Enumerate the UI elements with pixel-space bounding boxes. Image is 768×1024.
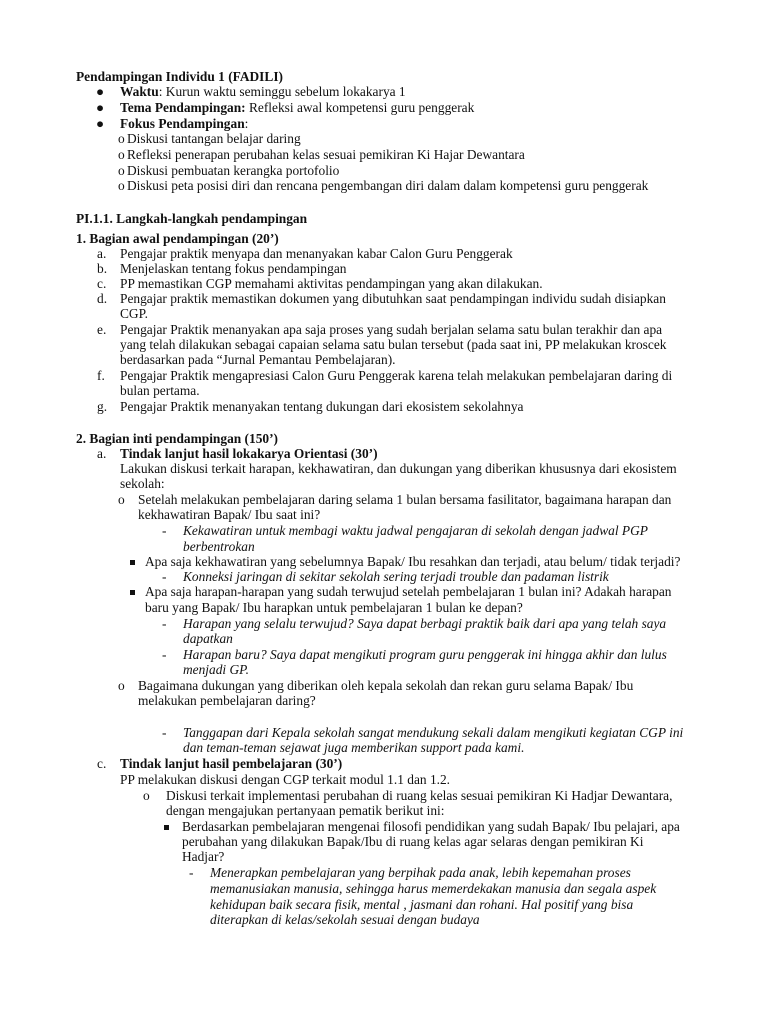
- dash-marker: -: [162, 569, 167, 584]
- subsection-a-intro: sekolah:: [120, 476, 165, 491]
- section-heading: PI.1.1. Langkah-langkah pendampingan: [76, 211, 308, 226]
- dash-marker: -: [162, 725, 167, 740]
- waktu-line: [120, 84, 406, 99]
- fokus-line: [120, 116, 248, 131]
- fokus-item: Refleksi penerapan perubahan kelas sesuai pemikiran Ki Hajar Dewantara: [127, 147, 525, 162]
- answer-4: dan teman-teman sejawat juga memberikan support pada kami.: [183, 740, 525, 755]
- subsection-c-intro: PP melakukan diskusi dengan CGP terkait modul 1.1 dan 1.2.: [120, 772, 451, 787]
- bullet-marker: ●: [96, 84, 105, 99]
- fokus-colon: :: [244, 116, 249, 131]
- answer-1: berbentrokan: [183, 539, 255, 554]
- list-marker: b.: [97, 261, 108, 276]
- fokus-item: Diskusi pembuatan kerangka portofolio: [127, 163, 340, 178]
- bullet-marker: ●: [96, 116, 105, 131]
- answer-c: memanusiakan manusia, sehingga harus memerdekakan manusia dan segala aspek: [210, 881, 657, 896]
- question-3: Apa saja harapan-harapan yang sudah terwujud setelah pembelajaran 1 bulan ini? Adakah harapan: [145, 584, 672, 599]
- waktu-text: : Kurun waktu seminggu sebelum lokakarya 1: [158, 84, 406, 99]
- answer-2: Konneksi jaringan di sekitar sekolah sering terjadi trouble dan padaman listrik: [183, 569, 609, 584]
- question-c: Berdasarkan pembelajaran mengenai filosofi pendidikan yang sudah Bapak/ Ibu pelajari, apa: [182, 819, 680, 834]
- question-1: Setelah melakukan pembelajaran daring selama 1 bulan bersama fasilitator, bagaimana harapan dan: [138, 492, 672, 507]
- question-1: kekhawatiran Bapak/ Ibu saat ini?: [138, 507, 321, 522]
- answer-3b: Harapan baru? Saya dapat mengikuti program guru penggerak ini hingga akhir dan lulus: [183, 647, 667, 662]
- circle-marker: o: [118, 147, 125, 162]
- answer-c: kehidupan baik secara fisik, mental , jasmani dan rohani. Hal positif yang bisa: [210, 897, 634, 912]
- step-e: yang telah dilakukan sebagai capaian selama satu bulan tersebut (pada saat ini, PP melakukan kroscek: [120, 337, 667, 352]
- square-bullet: [164, 825, 169, 830]
- square-bullet: [130, 590, 135, 595]
- list-marker: f.: [97, 368, 105, 383]
- list-marker: a.: [97, 446, 107, 461]
- step-a: Pengajar praktik menyapa dan menanyakan kabar Calon Guru Penggerak: [120, 246, 513, 261]
- list-marker: c.: [97, 276, 107, 291]
- step-d: Pengajar praktik memastikan dokumen yang dibutuhkan saat pendampingan individu sudah disiapkan: [120, 291, 666, 306]
- tema-text: Refleksi awal kompetensi guru penggerak: [245, 100, 475, 115]
- answer-4: Tanggapan dari Kepala sekolah sangat mendukung sekali dalam mengikuti kegiatan CGP ini: [183, 725, 684, 740]
- discussion-item: Diskusi terkait implementasi perubahan di ruang kelas sesuai pemikiran Ki Hadjar Dewantara,: [166, 788, 673, 803]
- waktu-label: Waktu: [120, 84, 159, 99]
- circle-marker: o: [118, 163, 125, 178]
- subsection-c-title: Tindak lanjut hasil pembelajaran (30’): [120, 756, 343, 771]
- fokus-item: Diskusi peta posisi diri dan rencana pengembangan diri dalam dalam kompetensi guru penggerak: [127, 178, 649, 193]
- question-c: perubahan yang dilakukan Bapak/Ibu di ruang kelas agar selaras dengan pemikiran Ki: [182, 834, 644, 849]
- fokus-item: Diskusi tantangan belajar daring: [127, 131, 301, 146]
- list-marker: g.: [97, 399, 108, 414]
- step-d: CGP.: [120, 306, 148, 321]
- step-f: bulan pertama.: [120, 383, 200, 398]
- answer-c: diterapkan di kelas/sekolah sesuai dengan budaya: [210, 912, 480, 927]
- square-bullet: [130, 560, 135, 565]
- question-3: baru yang Bapak/ Ibu harapkan untuk pembelajaran 1 bulan ke depan?: [145, 600, 523, 615]
- step-c: PP memastikan CGP memahami aktivitas pendampingan yang akan dilakukan.: [120, 276, 543, 291]
- tema-line: [120, 100, 474, 115]
- circle-marker: o: [143, 788, 150, 803]
- dash-marker: -: [162, 616, 167, 631]
- question-4: melakukan pembelajaran daring?: [138, 693, 316, 708]
- circle-marker: o: [118, 131, 125, 146]
- question-2: Apa saja kekhawatiran yang sebelumnya Bapak/ Ibu resahkan dan terjadi, atau belum/ tidak terjadi?: [145, 554, 681, 569]
- subsection-a-intro: Lakukan diskusi terkait harapan, kekhawatiran, dan dukungan yang diberikan khususnya dari ekosistem: [120, 461, 677, 476]
- dash-marker: -: [162, 647, 167, 662]
- question-4: Bagaimana dukungan yang diberikan oleh kepala sekolah dan rekan guru selama Bapak/ Ibu: [138, 678, 634, 693]
- bullet-marker: ●: [96, 100, 105, 115]
- question-c: Hadjar?: [182, 849, 225, 864]
- subsection-a-title: Tindak lanjut hasil lokakarya Orientasi (30’): [120, 446, 378, 461]
- step-g: Pengajar Praktik menanyakan tentang dukungan dari ekosistem sekolahnya: [120, 399, 524, 414]
- answer-3a: dapatkan: [183, 631, 233, 646]
- step-b: Menjelaskan tentang fokus pendampingan: [120, 261, 347, 276]
- circle-marker: o: [118, 492, 125, 507]
- step-e: berdasarkan pada “Jurnal Pemantau Pembelajaran).: [120, 352, 396, 367]
- answer-1: Kekawatiran untuk membagi waktu jadwal pengajaran di sekolah dengan jadwal PGP: [183, 523, 648, 538]
- discussion-item: dengan mengajukan pertanyaan pematik berikut ini:: [166, 803, 445, 818]
- dash-marker: -: [189, 865, 194, 880]
- circle-marker: o: [118, 178, 125, 193]
- document-title: Pendampingan Individu 1 (FADILI): [76, 69, 283, 84]
- list-marker: a.: [97, 246, 107, 261]
- list-marker: c.: [97, 756, 107, 771]
- step-f: Pengajar Praktik mengapresiasi Calon Guru Penggerak karena telah melakukan pembelajaran daring di: [120, 368, 673, 383]
- answer-3a: Harapan yang selalu terwujud? Saya dapat berbagi praktik baik dari apa yang telah saya: [183, 616, 667, 631]
- answer-3b: menjadi GP.: [183, 662, 249, 677]
- list-marker: d.: [97, 291, 108, 306]
- part-1-heading: 1. Bagian awal pendampingan (20’): [76, 231, 279, 246]
- part-2-heading: 2. Bagian inti pendampingan (150’): [76, 431, 279, 446]
- circle-marker: o: [118, 678, 125, 693]
- step-e: Pengajar Praktik menanyakan apa saja proses yang sudah berjalan selama satu bulan terakhir dan apa: [120, 322, 663, 337]
- fokus-label: Fokus Pendampingan: [120, 116, 245, 131]
- list-marker: e.: [97, 322, 107, 337]
- tema-label: Tema Pendampingan:: [120, 100, 246, 115]
- dash-marker: -: [162, 523, 167, 538]
- answer-c: Menerapkan pembelajaran yang berpihak pada anak, lebih kepemahan proses: [210, 865, 631, 880]
